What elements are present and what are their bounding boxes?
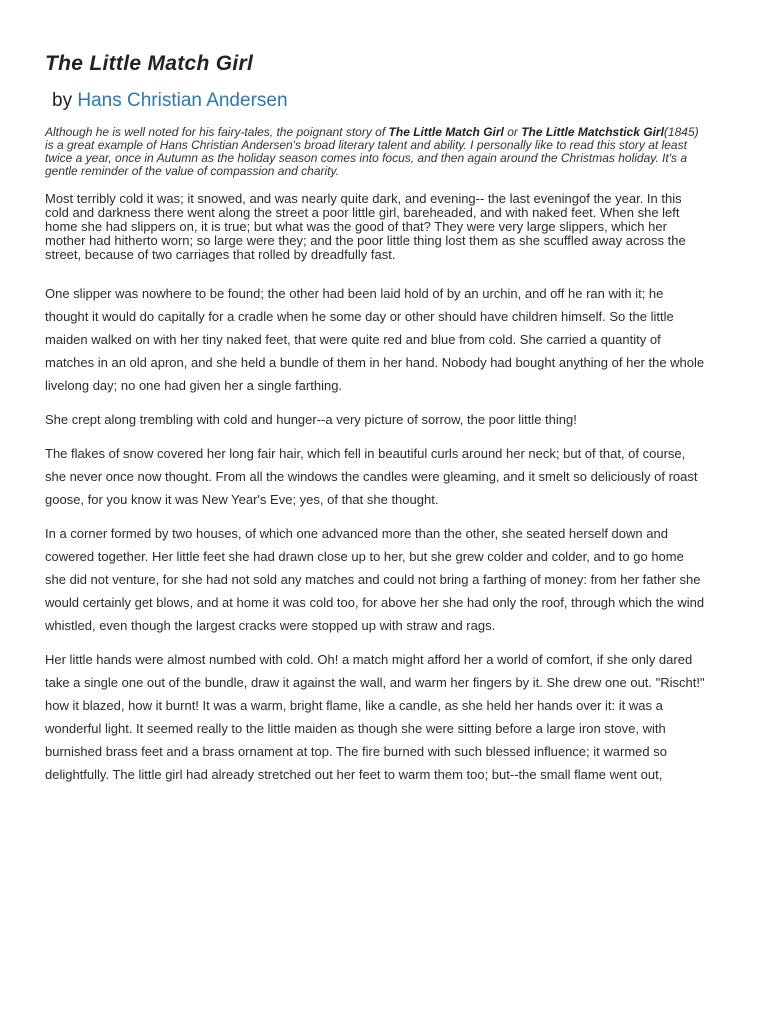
- paragraph-1: One slipper was nowhere to be found; the other had been laid hold of by an urchin, and off he ran with it; he thought it would do capitally for a cradle when he some day or other should have children himself. So the little maiden walked on with her tiny naked feet, that were quite red and blue from cold. She carried a quantity of matches in an old apron, and she held a bundle of them in her hand. Nobody had bought anything of her the whole livelong day; no one had given her a single farthing.: [45, 286, 705, 393]
- story-title: The Little Match Girl: [45, 52, 254, 75]
- paragraph-5: Her little hands were almost numbed with cold. Oh! a match might afford her a world of comfort, if she only dared take a single one out of the bundle, draw it against the wall, and warm her fingers by it. She drew one out. "Rischt!" how it blazed, how it burnt! It was a warm, bright flame, like a candle, as she held her hands over it: it was a wonderful light. It seemed really to the little maiden as though she were sitting before a large iron stove, with burnished brass feet and a brass ornament at top. The fire burned with such blessed influence; it warmed so delightfully. The little girl had already stretched out her feet to warm them too; but--the small flame went out,: [45, 652, 705, 782]
- intro-text-3: (1845) is a great example of Hans Christian Andersen's broad literary talent and ability. I personally like to read this story at least twice a year, once in Autumn as the holiday season comes into focus, and then again around the Christmas holiday. It's a gentle reminder of the value of compassion and charity.: [45, 125, 699, 178]
- author-name: Hans Christian Andersen: [77, 90, 288, 111]
- intro-paragraph: [45, 126, 708, 178]
- paragraph-3: The flakes of snow covered her long fair hair, which fell in beautiful curls around her neck; but of that, of course, she never once now thought. From all the windows the candles were gleaming, and it smelt so deliciously of roast goose, for you know it was New Year's Eve; yes, of that she thought.: [45, 446, 698, 507]
- intro-text-2: or: [503, 125, 522, 139]
- byline: [52, 90, 708, 112]
- paragraph-2: She crept along trembling with cold and hunger--a very picture of sorrow, the poor little thing!: [45, 412, 577, 427]
- intro-title-1: The Little Match Girl: [388, 125, 504, 139]
- byline-prefix: by: [52, 90, 73, 111]
- intro-title-2: The Little Matchstick Girl: [521, 125, 664, 139]
- intro-text-1: Although he is well noted for his fairy-tales, the poignant story of: [45, 125, 389, 139]
- paragraph-0: Most terribly cold it was; it snowed, and was nearly quite dark, and evening-- the last eveningof the year. In this cold and darkness there went along the street a poor little girl, bareheaded, and with naked feet. When she left home she had slippers on, it is true; but what was the good of that? They were very large slippers, which her mother had hitherto worn; so large were they; and the poor little thing lost them as she scuffled away across the street, because of two carriages that rolled by dreadfully fast.: [45, 191, 686, 262]
- paragraph-4: In a corner formed by two houses, of which one advanced more than the other, she seated herself down and cowered together. Her little feet she had drawn close up to her, but she grew colder and colder, and to go home she did not venture, for she had not sold any matches and could not bring a farthing of money: from her father she would certainly get blows, and at home it was cold too, for above her she had only the roof, through which the wind whistled, even though the largest cracks were stopped up with straw and rags.: [45, 526, 705, 633]
